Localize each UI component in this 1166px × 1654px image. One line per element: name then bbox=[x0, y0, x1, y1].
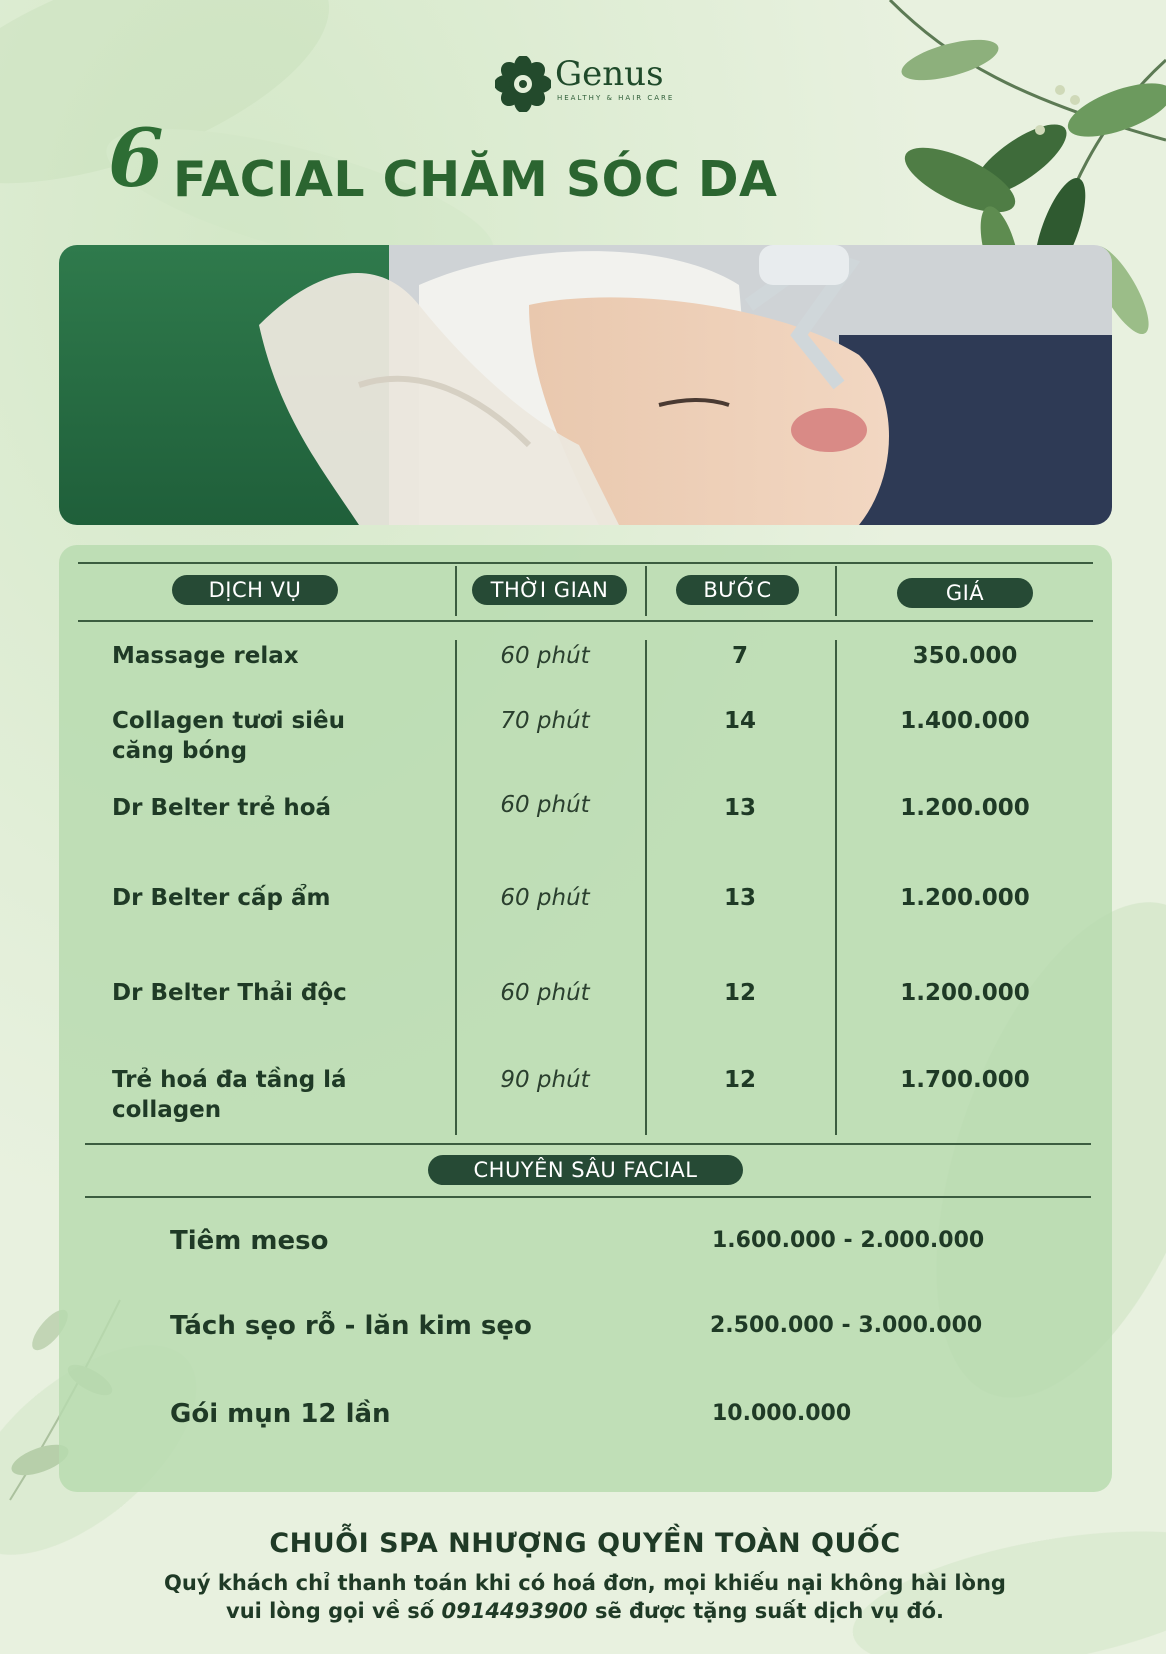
advanced-section-label: CHUYÊN SÂU FACIAL bbox=[428, 1155, 743, 1185]
footer-title: CHUỖI SPA NHƯỢNG QUYỀN TOÀN QUỐC bbox=[269, 1528, 901, 1559]
table-divider bbox=[645, 566, 647, 616]
service-price: 1.200.000 bbox=[900, 885, 1030, 911]
price-panel bbox=[59, 545, 1112, 1492]
header-steps: BƯỚC bbox=[676, 575, 799, 605]
service-name: Massage relax bbox=[112, 643, 299, 669]
advanced-item-name: Tiêm meso bbox=[170, 1226, 329, 1256]
service-steps: 13 bbox=[723, 795, 756, 821]
table-top-line bbox=[78, 562, 1093, 564]
footer bbox=[120, 1528, 1050, 1625]
service-duration: 60 phút bbox=[500, 792, 590, 818]
advanced-item-price: 10.000.000 bbox=[712, 1401, 852, 1426]
header-price: GIÁ bbox=[897, 578, 1033, 608]
section-number: 6 bbox=[108, 111, 164, 205]
advanced-item-price: 2.500.000 - 3.000.000 bbox=[710, 1313, 983, 1338]
footer-line-2-start: vui lòng gọi về số bbox=[226, 1599, 435, 1623]
advanced-divider-line bbox=[85, 1196, 1091, 1198]
service-name: Dr Belter Thải độc bbox=[112, 980, 347, 1006]
footer-line-2-end: sẽ được tặng suất dịch vụ đó. bbox=[594, 1599, 944, 1623]
service-steps: 14 bbox=[723, 708, 756, 734]
service-price: 350.000 bbox=[912, 643, 1018, 669]
service-duration: 70 phút bbox=[500, 708, 590, 734]
service-price: 1.400.000 bbox=[900, 708, 1030, 734]
footer-line-1: Quý khách chỉ thanh toán khi có hoá đơn, mọi khiếu nại không hài lòng bbox=[164, 1571, 1006, 1595]
flower-icon bbox=[495, 56, 551, 112]
table-divider bbox=[455, 640, 457, 1135]
table-header-line bbox=[78, 620, 1093, 622]
brand-tagline: HEALTHY & HAIR CARE bbox=[557, 94, 675, 102]
service-steps: 12 bbox=[723, 980, 756, 1006]
advanced-item-name: Gói mụn 12 lần bbox=[170, 1399, 391, 1429]
service-price: 1.700.000 bbox=[900, 1067, 1030, 1093]
facial-treatment-photo bbox=[59, 245, 1112, 525]
header-service: DỊCH VỤ bbox=[172, 575, 338, 605]
service-name: Trẻ hoá đa tầng lá collagen bbox=[112, 1067, 347, 1123]
table-divider bbox=[835, 640, 837, 1135]
footer-note bbox=[120, 1569, 1050, 1625]
service-name: Collagen tươi siêu căng bóng bbox=[112, 708, 346, 764]
footer-line-2 bbox=[120, 1597, 1050, 1625]
service-steps: 13 bbox=[723, 885, 756, 911]
table-divider bbox=[645, 640, 647, 1135]
service-steps: 12 bbox=[723, 1067, 756, 1093]
table-divider bbox=[455, 566, 457, 616]
table-bottom-line bbox=[85, 1143, 1091, 1145]
header-duration: THỜI GIAN bbox=[472, 575, 627, 605]
service-price: 1.200.000 bbox=[900, 795, 1030, 821]
service-duration: 60 phút bbox=[500, 980, 590, 1006]
service-name: Dr Belter cấp ẩm bbox=[112, 885, 331, 911]
advanced-item-price: 1.600.000 - 2.000.000 bbox=[712, 1228, 985, 1253]
advanced-item-name: Tách sẹo rỗ - lăn kim sẹo bbox=[170, 1311, 532, 1341]
service-duration: 60 phút bbox=[500, 643, 590, 669]
service-duration: 60 phút bbox=[500, 885, 590, 911]
table-divider bbox=[835, 566, 837, 616]
hotline-number: 0914493900 bbox=[441, 1599, 588, 1623]
service-price: 1.200.000 bbox=[900, 980, 1030, 1006]
service-steps: 7 bbox=[731, 643, 748, 669]
page-title: FACIAL CHĂM SÓC DA bbox=[173, 151, 778, 208]
brand-logo bbox=[495, 52, 675, 112]
service-duration: 90 phút bbox=[500, 1067, 590, 1093]
brand-name: Genus bbox=[555, 54, 664, 94]
service-name: Dr Belter trẻ hoá bbox=[112, 795, 332, 821]
